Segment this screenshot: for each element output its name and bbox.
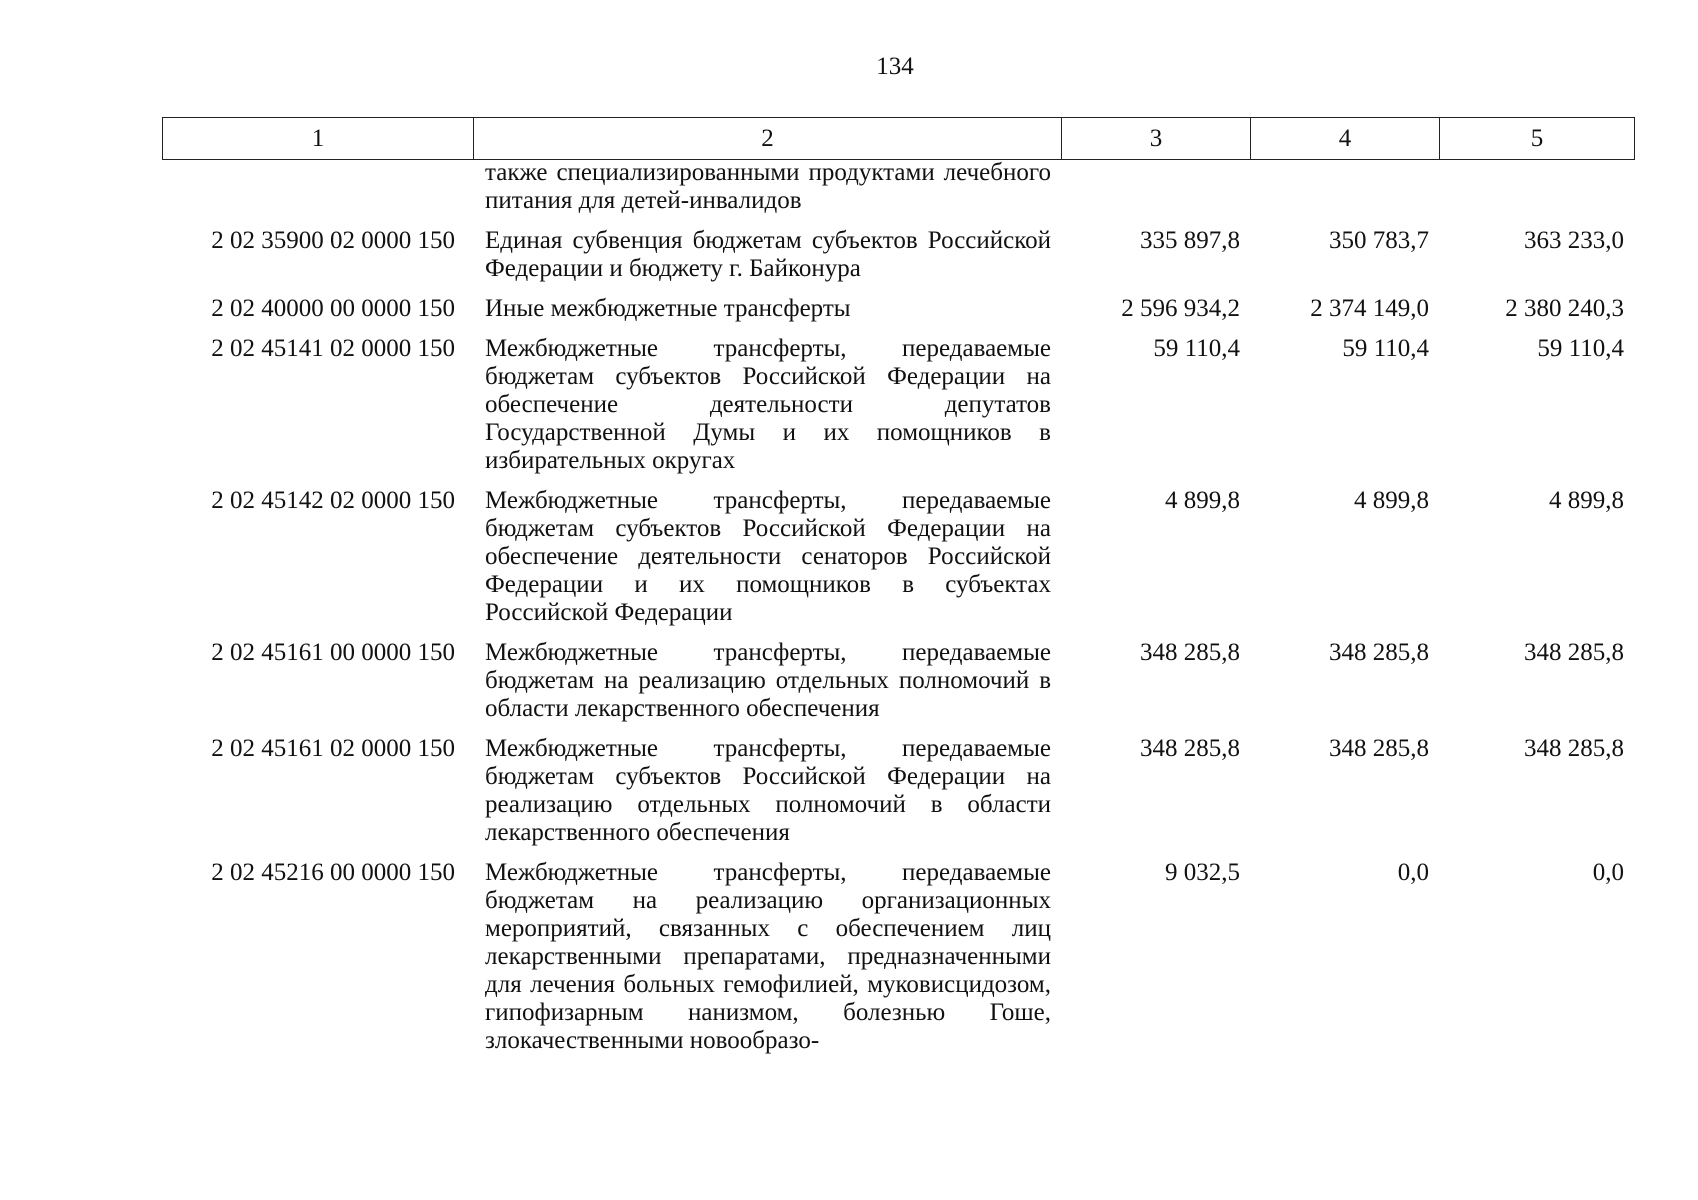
item-name: также специализированными продуктами лечебного питания для детей-инвалидов	[485, 159, 1051, 214]
value-col-4	[1250, 159, 1439, 227]
value-col-4: 4 899,8	[1354, 487, 1429, 514]
budget-table	[162, 159, 1634, 1067]
header-cell-5: 5	[1440, 118, 1635, 160]
table-row	[162, 335, 1634, 487]
header-cell-1: 1	[163, 118, 474, 160]
column-number-header	[162, 117, 1635, 160]
value-col-5: 4 899,8	[1549, 487, 1624, 514]
item-name: Межбюджетные трансферты, передаваемые бюджетам субъектов Российской Федерации на обеспечение деятельности сенаторов Российской Федерации и их помощников в субъектах Российской Федерации	[485, 487, 1051, 626]
table-row	[162, 735, 1634, 859]
item-name: Единая субвенция бюджетам субъектов Российской Федерации и бюджету г. Байконура	[485, 227, 1051, 282]
value-col-4: 348 285,8	[1329, 735, 1429, 762]
table-row-continuation	[162, 159, 1634, 227]
value-col-4: 2 374 149,0	[1310, 295, 1429, 322]
budget-code	[162, 159, 473, 227]
header-cell-3: 3	[1062, 118, 1251, 160]
value-col-5: 59 110,4	[1537, 335, 1624, 362]
value-col-5: 0,0	[1592, 859, 1624, 886]
item-name: Межбюджетные трансферты, передаваемые бюджетам субъектов Российской Федерации на реализацию отдельных полномочий в области лекарственного обеспечения	[485, 735, 1051, 846]
budget-code: 2 02 40000 00 0000 150	[211, 295, 455, 322]
table-row	[162, 295, 1634, 335]
value-col-5	[1439, 159, 1634, 227]
value-col-3: 348 285,8	[1140, 735, 1240, 762]
budget-code: 2 02 35900 02 0000 150	[211, 227, 455, 254]
value-col-4: 59 110,4	[1342, 335, 1429, 362]
table-row	[162, 227, 1634, 295]
page-number: 134	[876, 53, 914, 80]
budget-code: 2 02 45161 00 0000 150	[211, 639, 455, 666]
value-col-4: 0,0	[1397, 859, 1429, 886]
value-col-4: 348 285,8	[1329, 639, 1429, 666]
budget-code: 2 02 45161 02 0000 150	[211, 735, 455, 762]
value-col-5: 2 380 240,3	[1505, 295, 1624, 322]
value-col-3: 2 596 934,2	[1121, 295, 1240, 322]
header-cell-4: 4	[1251, 118, 1440, 160]
value-col-3: 335 897,8	[1140, 227, 1240, 254]
value-col-3: 59 110,4	[1153, 335, 1240, 362]
value-col-5: 363 233,0	[1524, 227, 1624, 254]
value-col-3: 348 285,8	[1140, 639, 1240, 666]
header-cell-2: 2	[474, 118, 1062, 160]
budget-code: 2 02 45142 02 0000 150	[211, 487, 455, 514]
item-name: Межбюджетные трансферты, передаваемые бюджетам субъектов Российской Федерации на обеспечение деятельности депутатов Государственной Думы и их помощников в избирательных округах	[485, 335, 1051, 474]
value-col-3: 4 899,8	[1165, 487, 1240, 514]
item-name: Межбюджетные трансферты, передаваемые бюджетам на реализацию организационных мероприятий, связанных с обеспечением лиц лекарственными препаратами, предназначенными для лечения больных гемофилией, муковисцидозом, гипофизарным нанизмом, болезнью Гоше, злокачественными новообразо-	[485, 859, 1051, 1054]
value-col-5: 348 285,8	[1524, 639, 1624, 666]
item-name: Межбюджетные трансферты, передаваемые бюджетам на реализацию отдельных полномочий в области лекарственного обеспечения	[485, 639, 1051, 722]
header-row	[163, 118, 1635, 160]
budget-code: 2 02 45216 00 0000 150	[211, 859, 455, 886]
table-row	[162, 487, 1634, 639]
value-col-3: 9 032,5	[1165, 859, 1240, 886]
value-col-5: 348 285,8	[1524, 735, 1624, 762]
value-col-4: 350 783,7	[1329, 227, 1429, 254]
value-col-3	[1061, 159, 1250, 227]
table-row	[162, 859, 1634, 1067]
budget-code: 2 02 45141 02 0000 150	[211, 335, 455, 362]
item-name: Иные межбюджетные трансферты	[485, 295, 851, 322]
table-row	[162, 639, 1634, 735]
